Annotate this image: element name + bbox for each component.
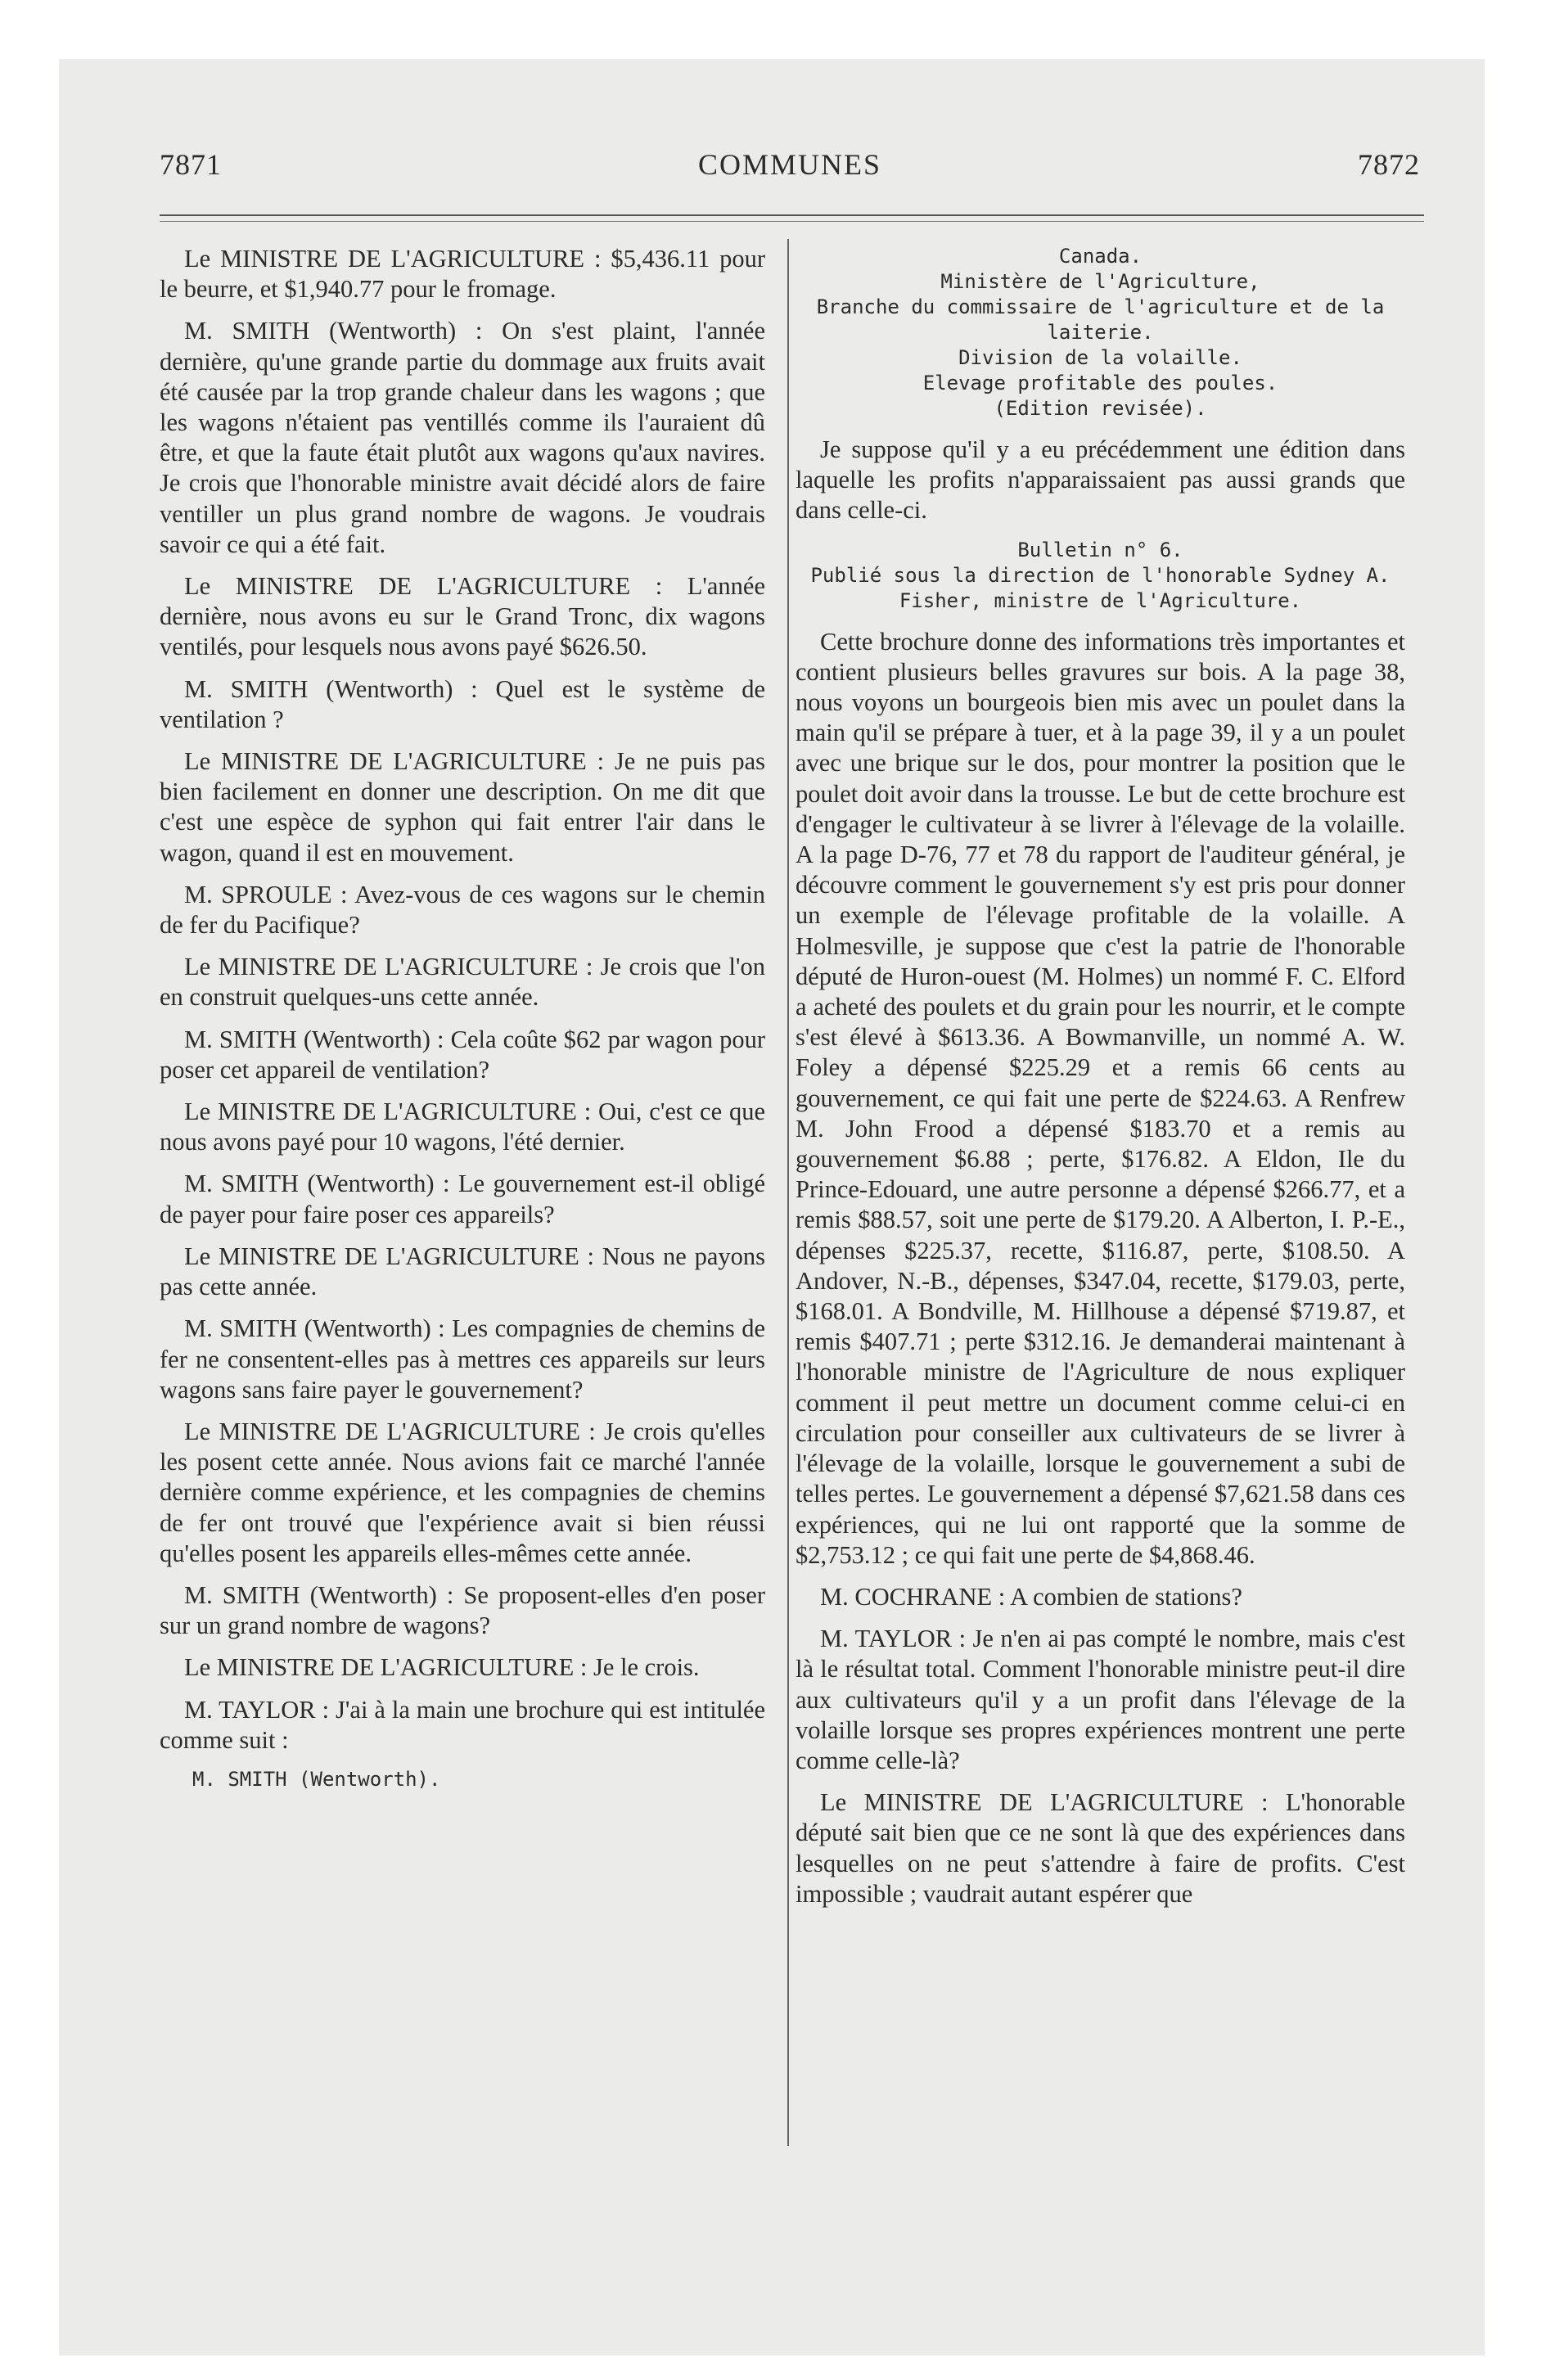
paragraph: Le MINISTRE DE L'AGRICULTURE : L'honorable député sait bien que ce ne sont là que des expériences dans lesquelles on ne peut s'attendre à faire de profits. C'est impossible ; vaudrait autant espérer que: [796, 1788, 1405, 1908]
paragraph: Le MINISTRE DE L'AGRICULTURE : Je crois que l'on en construit quelques-uns cette année.: [160, 953, 765, 1012]
paragraph: Le MINISTRE DE L'AGRICULTURE : $5,436.11 pour le beurre, et $1,940.77 pour le fromage.: [160, 245, 765, 304]
paragraph: M. SMITH (Wentworth) : Cela coûte $62 par wagon pour poser cet appareil de ventilation?: [160, 1025, 765, 1084]
paragraph: M. SMITH (Wentworth) : On s'est plaint, l'année dernière, qu'une grande partie du dommage aux fruits avait été causée par la trop grande chaleur dans les wagons ; que les wagons n'étaient pas ventillés comme ils l'auraient dû être, et que la faute était plutôt aux wagons qu'aux navires. Je crois que l'honorable ministre avait décidé alors de faire ventiller un plus grand nombre de wagons. Je voudrais savoir ce qui a été fait.: [160, 317, 765, 558]
paragraph: Le MINISTRE DE L'AGRICULTURE : L'année dernière, nous avons eu sur le Grand Tronc, dix wagons ventilés, pour lesquels nous avons payé $626.50.: [160, 572, 765, 661]
page-number-left: 7871: [160, 148, 222, 181]
brochure-heading-line: (Edition revisée).: [994, 397, 1207, 420]
page-header: [160, 147, 1420, 188]
paragraph: M. SMITH (Wentworth) : Le gouvernement est-il obligé de payer pour faire poser ces appareils?: [160, 1170, 765, 1228]
page-number-right: 7872: [1358, 148, 1420, 181]
paragraph: M. COCHRANE : A combien de stations?: [820, 1582, 1242, 1611]
right-column: [796, 244, 1405, 1921]
left-column: [160, 244, 765, 1804]
column-divider: [787, 239, 789, 2146]
paragraph: Le MINISTRE DE L'AGRICULTURE : Je crois qu'elles les posent cette année. Nous avions fait ce marché l'année dernière comme expérience, et les compagnies de chemins de fer ont trouvé que l'expérience avait si bien réussi qu'elles posent les appareils elles-mêmes cette année.: [160, 1417, 765, 1567]
paragraph: Le MINISTRE DE L'AGRICULTURE : Oui, c'est ce que nous avons payé pour 10 wagons, l'été dernier.: [160, 1098, 765, 1156]
paragraph: Je suppose qu'il y a eu précédemment une édition dans laquelle les profits n'apparaissaient pas aussi grands que dans celle-ci.: [796, 435, 1405, 525]
paragraph: Le MINISTRE DE L'AGRICULTURE : Nous ne payons pas cette année.: [160, 1242, 765, 1301]
paragraph: Cette brochure donne des informations très importantes et contient plusieurs belles gravures sur bois. A la page 38, nous voyons un bourgeois bien mis avec un poulet dans la main qu'il se prépare à tuer, et à la page 39, il y a un poulet avec une brique sur le dos, pour montrer la position que le poulet doit avoir dans la trousse. Le but de cette brochure est d'engager le cultivateur à se livrer à l'élevage de la volaille. A la page D-76, 77 et 78 du rapport de l'auditeur général, je découvre comment le gouvernement s'y est pris pour donner un exemple de l'élevage profitable de la volaille. A Holmesville, je suppose que c'est la patrie de l'honorable député de Huron-ouest (M. Holmes) un nommé F. C. Elford a acheté des poulets et du grain pour les nourrir, et le compte s'est élevé à $613.36. A Bowmanville, un nommé A. W. Foley a dépensé $225.29 et a remis 66 cents au gouvernement, ce qui fait une perte de $224.63. A Renfrew M. John Frood a dépensé $183.70 et a remis au gouvernement $6.88 ; perte, $176.82. A Eldon, Ile du Prince-Edouard, une autre personne a dépensé $266.77, et a remis $88.57, soit une perte de $179.20. A Alberton, I. P.-E., dépenses $225.37, recette, $116.87, perte, $108.50. A Andover, N.-B., dépenses, $347.04, recette, $179.03, perte, $168.01. A Bondville, M. Hillhouse a dépensé $719.87, et remis $407.71 ; perte $312.16. Je demanderai maintenant à l'honorable ministre de l'Agriculture de nous expliquer comment il peut mettre un document comme celui-ci en circulation pour conseiller aux cultivateurs de se livrer à l'élevage de la volaille, lorsque le gouvernement a subi de telles pertes. Le gouvernement a dépensé $7,621.58 dans ces expériences, qui ne lui ont rapporté que la somme de $2,753.12 ; ce qui fait une perte de $4,868.46.: [796, 627, 1405, 1569]
paragraph: M. SMITH (Wentworth) : Se proposent-elles d'en poser sur un grand nombre de wagons?: [160, 1580, 765, 1640]
paragraph: M. SPROULE : Avez-vous de ces wagons sur le chemin de fer du Pacifique?: [160, 880, 765, 940]
brochure-heading-line: Division de la volaille.: [958, 346, 1242, 369]
header-rule: [160, 214, 1424, 216]
brochure-heading-line: Branche du commissaire de l'agriculture et de la laiterie.: [816, 295, 1385, 344]
page-title: COMMUNES: [697, 148, 882, 181]
brochure-heading-line: Ministère de l'Agriculture,: [940, 270, 1260, 293]
paragraph: M. SMITH (Wentworth) : Les compagnies de chemins de fer ne consentent-elles pas à mettres ces appareils sur leurs wagons sans faire payer le gouvernement?: [160, 1314, 765, 1404]
speaker-continuation: M. SMITH (Wentworth).: [192, 1767, 441, 1791]
bulletin-line: Bulletin n° 6.: [1017, 538, 1183, 561]
paragraph: M. TAYLOR : Je n'en ai pas compté le nombre, mais c'est là le résultat total. Comment l'honorable ministre peut-il dire aux cultivateurs qu'il y a un profit dans l'élevage de la volaille lorsque ses propres expériences montrent une perte comme celle-là?: [796, 1625, 1405, 1774]
header-rule-thin: [160, 221, 1424, 222]
brochure-heading-line: Canada.: [1058, 245, 1143, 268]
bulletin-publication: Publié sous la direction de l'honorable Sydney A. Fisher, ministre de l'Agriculture.: [810, 563, 1390, 612]
paragraph: M. SMITH (Wentworth) : Quel est le système de ventilation ?: [160, 674, 765, 733]
brochure-heading-line: Elevage profitable des poules.: [922, 372, 1278, 394]
paragraph: Le MINISTRE DE L'AGRICULTURE : Je le crois.: [184, 1653, 700, 1682]
paragraph: M. TAYLOR : J'ai à la main une brochure qui est intitulée comme suit :: [160, 1695, 765, 1754]
paragraph: Le MINISTRE DE L'AGRICULTURE : Je ne puis pas bien facilement en donner une description. On me dit que c'est une espèce de syphon qui fait entrer l'air dans le wagon, quand il est en mouvement.: [160, 747, 765, 867]
